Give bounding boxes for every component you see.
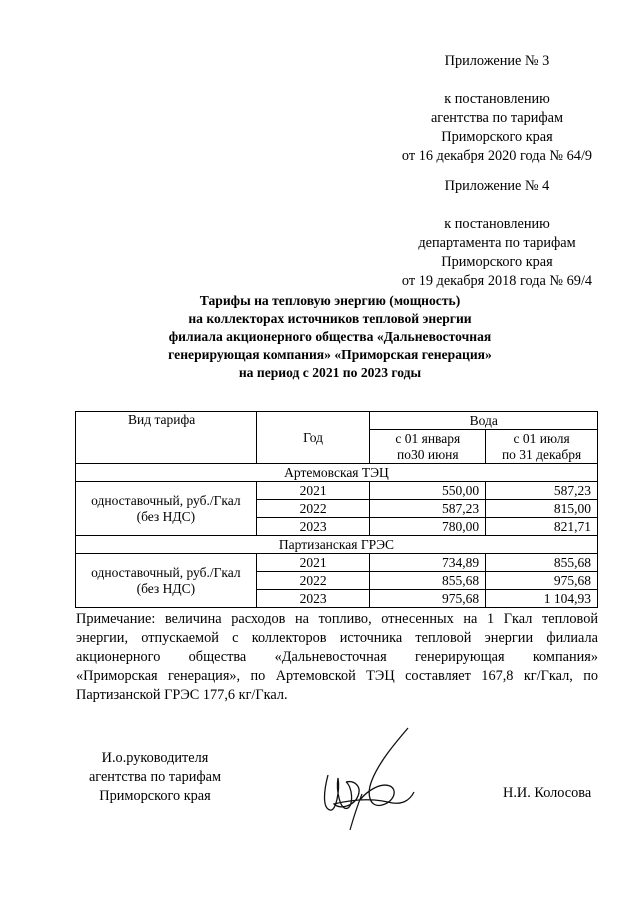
- tariff-type-cell: одноставочный, руб./Гкал (без НДС): [76, 554, 257, 608]
- year-cell: 2021: [256, 482, 370, 500]
- section-title: Артемовская ТЭЦ: [76, 464, 598, 482]
- appendix-4-line: к постановлению: [444, 216, 550, 232]
- header-tariff-type: Вид тарифа: [76, 412, 257, 464]
- appendix-3-line: от 16 декабря 2020 года № 64/9: [401, 148, 593, 164]
- tariff-table: [75, 411, 598, 608]
- value-cell: 855,68: [370, 572, 486, 590]
- appendix-4-title: Приложение № 4: [444, 178, 550, 194]
- title-line: генерирующая компания» «Приморская генерация»: [168, 347, 492, 362]
- year-cell: 2021: [256, 554, 370, 572]
- value-cell: 734,89: [370, 554, 486, 572]
- table-row: [76, 554, 598, 572]
- year-cell: 2022: [256, 572, 370, 590]
- value-cell: 975,68: [486, 572, 598, 590]
- header-period-1: с 01 января по30 июня: [370, 430, 486, 464]
- title-line: Тарифы на тепловую энергию (мощность): [199, 293, 461, 308]
- value-cell: 780,00: [370, 518, 486, 536]
- appendix-3-line: Приморского края: [441, 129, 553, 145]
- header-period-2: с 01 июля по 31 декабря: [486, 430, 598, 464]
- value-cell: 821,71: [486, 518, 598, 536]
- value-cell: 975,68: [370, 590, 486, 608]
- title-line: филиала акционерного общества «Дальневосточная: [168, 329, 492, 344]
- table-row: [76, 482, 598, 500]
- value-cell: 587,23: [370, 500, 486, 518]
- note-line: энергии, отпускаемой с коллекторов источника тепловой энергии филиала: [76, 630, 598, 646]
- year-cell: 2023: [256, 590, 370, 608]
- note-line: Примечание: величина расходов на топливо, отнесенных на 1 Гкал тепловой: [76, 611, 598, 627]
- appendix-3-title: Приложение № 3: [444, 53, 550, 69]
- value-cell: 550,00: [370, 482, 486, 500]
- title-line: на период с 2021 по 2023 годы: [238, 365, 422, 380]
- note-line: акционерного общества «Дальневосточная генерирующая компания»: [76, 649, 598, 665]
- year-cell: 2022: [256, 500, 370, 518]
- signer-name: Н.И. Колосова: [503, 785, 592, 801]
- tariff-type-cell: одноставочный, руб./Гкал (без НДС): [76, 482, 257, 536]
- value-cell: 815,00: [486, 500, 598, 518]
- appendix-4-line: Приморского края: [441, 254, 553, 270]
- header-water: Вода: [370, 412, 598, 430]
- signer-title: И.о.руководителя агентства по тарифам Приморского края: [88, 750, 222, 804]
- header-year: Год: [256, 412, 370, 464]
- note-paragraph: [76, 610, 598, 705]
- appendix-4-line: от 19 декабря 2018 года № 69/4: [401, 273, 593, 289]
- appendix-3-header: [392, 52, 602, 166]
- appendix-4-line: департамента по тарифам: [418, 235, 576, 251]
- value-cell: 587,23: [486, 482, 598, 500]
- appendix-3-line: к постановлению: [444, 91, 550, 107]
- value-cell: 855,68: [486, 554, 598, 572]
- appendix-3-line: агентства по тарифам: [430, 110, 564, 126]
- note-line: Партизанской ГРЭС 177,6 кг/Гкал.: [76, 687, 288, 703]
- appendix-4-header: [392, 177, 602, 291]
- year-cell: 2023: [256, 518, 370, 536]
- document-title: [140, 292, 520, 382]
- value-cell: 1 104,93: [486, 590, 598, 608]
- title-line: на коллекторах источников тепловой энергии: [188, 311, 472, 326]
- section-title: Партизанская ГРЭС: [76, 536, 598, 554]
- handwritten-signature: [310, 720, 420, 835]
- note-line: «Приморская генерация», по Артемовской ТЭЦ составляет 167,8 кг/Гкал, по: [76, 668, 598, 684]
